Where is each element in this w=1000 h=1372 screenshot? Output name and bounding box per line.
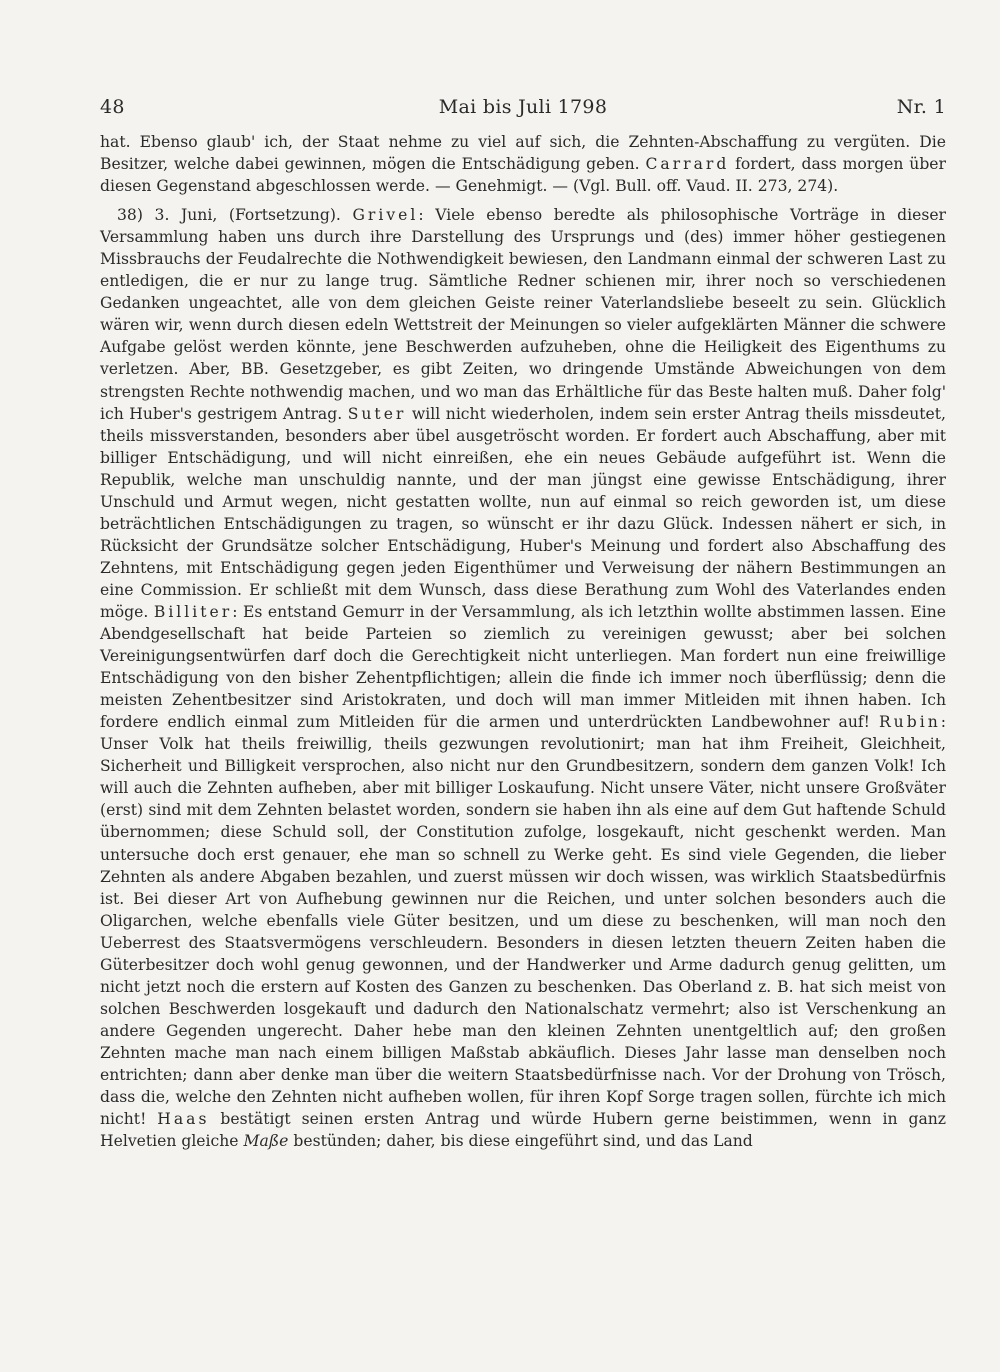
speaker-name: Carrard bbox=[645, 155, 730, 174]
italic-text: Maße bbox=[243, 1132, 289, 1151]
body-text bbox=[100, 131, 946, 1152]
page-number: 48 bbox=[100, 96, 125, 118]
speaker-name: Billiter bbox=[153, 602, 233, 621]
speaker-name: Haas bbox=[157, 1110, 210, 1129]
text-run: hat. Ebenso glaub' ich, der Staat nehme zu viel auf sich, die Zehnten-Abschaffung zu vergüten. Die Besitzer, welche dabei gewinnen, mögen die Entschädigung geben. bbox=[100, 133, 946, 174]
text-run: : Unser Volk hat theils freiwillig, theils gezwungen revolutionirt; man hat ihm Freiheit, Gleichheit, Sicherheit und Billigkeit versprochen, also nicht nur den Grundbesitzern, sondern dem ganzen Volk! Ich will auch die Zehnten aufheben, aber mit billiger Loskaufung. Nicht unsere Väter, nicht unsere Großväter (erst) sind mit dem Zehnten belastet worden, sondern sie haben ihn als eine auf dem Gut haftende Schuld übernommen; diese Schuld soll, der Constitution zufolge, losgekauft, nicht geschenkt werden. Man untersuche doch erst genauer, ehe man so schnell zu Werke geht. Es sind viele Gegenden, die lieber Zehnten als andere Abgaben bezahlen, und zuerst müssen wir doch wissen, was wirklich Staatsbedürfnis ist. Bei dieser Art von Aufhebung gewinnen nur die Reichen, und unter solchen besonders auch die Oligarchen, welche ebenfalls viele Güter besitzen, und um diese zu beschenken, will man noch den Ueberrest des Staatsvermögens verschleudern. Besonders in diesen letzten theuern Zeiten haben die Güterbesitzer doch wohl genug gewonnen, und der Handwerker und Arme dadurch genug gelitten, um nicht jetzt noch die erstern auf Kosten des Ganzen zu beschenken. Das Oberland z. B. hat sich meist von solchen Beschwerden losgekauft und dadurch den Nationalschatz vermehrt; also ist Verschenkung an andere Gegenden ungerecht. Daher hebe man den kleinen Zehnten unentgeltlich auf; den großen Zehnten mache man nach einem billigen Maßstab abkäuflich. Dieses Jahr lasse man denselben noch entrichten; dann aber denke man über die weitern Staatsbedürfnisse nach. Vor der Drohung von Trösch, dass die, welche den Zehnten nicht aufheben wollen, für ihren Kopf Sorge tragen sollen, fürchte ich mich nicht! bbox=[100, 713, 946, 1129]
speaker-name: Suter bbox=[347, 404, 407, 423]
text-run: fordert, dass morgen über diesen Gegenstand abgeschlossen werde. — Genehmigt. — (Vgl. Bull. off. Vaud. II. 273, 274). bbox=[100, 155, 946, 196]
speaker-name: Grivel bbox=[352, 206, 419, 225]
text-run: bestätigt seinen ersten Antrag und würde Hubern gerne beistimmen, wenn in ganz Helvetien gleiche bbox=[100, 1110, 946, 1151]
paragraph bbox=[100, 131, 946, 197]
running-title: Mai bis Juli 1798 bbox=[438, 96, 608, 118]
volume-number: Nr. 1 bbox=[896, 96, 946, 118]
speaker-name: Rubin bbox=[878, 713, 941, 732]
text-run: bestünden; daher, bis diese eingeführt sind, und das Land bbox=[288, 1132, 753, 1151]
text-run: 38) 3. Juni, (Fortsetzung). bbox=[117, 206, 353, 225]
text-run: will nicht wiederholen, indem sein erster Antrag theils missdeutet, theils missverstanden, besonders aber übel ausgetröscht worden. Er fordert auch Abschaffung, aber mit billiger Entschädigung, und will nicht einreißen, ehe ein neues Gebäude aufgeführt ist. Wenn die Republik, welche man unschuldig nannte, und der man jüngst eine gewisse Entschädigung, ihrer Unschuld und Armut wegen, nicht gestatten wollte, nun auf einmal so reich geworden ist, um diese beträchtlichen Entschädigungen zu tragen, so wünscht er ihr dazu Glück. Indessen nähert er sich, in Rücksicht der Grundsätze solcher Entschädigung, Huber's Meinung und fordert also Abschaffung des Zehntens, mit Entschädigung gegen jeden Eigenthümer und Verweisung der nähern Bestimmungen an eine Commission. Er schließt mit dem Wunsch, dass diese Berathung zum Wohl des Vaterlandes enden möge. bbox=[100, 404, 946, 621]
running-header bbox=[100, 96, 946, 120]
text-run: : Viele ebenso beredte als philosophische Vorträge in dieser Versammlung haben uns durch ihre Darstellung des Ursprungs und (des) immer höher gestiegenen Missbrauchs der Feudalrechte die Nothwendigkeit bewiesen, den Landmann einmal der schweren Last zu entledigen, die er nur zu lange trug. Sämtliche Redner schienen mir, ihrer noch so verschiedenen Gedanken ungeachtet, alle von dem gleichen Geiste reiner Vaterlandsliebe beseelt zu sein. Glücklich wären wir, wenn durch diesen edeln Wettstreit der Meinungen so vieler aufgeklärten Männer die schwere Aufgabe gelöst werden könnte, jene Beschwerden aufzuheben, ohne die Heiligkeit des Eigenthums zu verletzen. Aber, BB. Gesetzgeber, es gibt Zeiten, wo dringende Umstände Abweichungen von dem strengsten Rechte nothwendig machen, und wo man das Erhältliche für das Beste halten muß. Daher folg' ich Huber's gestrigem Antrag. bbox=[100, 206, 946, 423]
text-run: : Es entstand Gemurr in der Versammlung, als ich letzthin wollte abstimmen lassen. Eine Abendgesellschaft hat beide Parteien so ziemlich zu vereinigen gewusst; aber bei solchen Vereinigungsentwürfen darf doch die Gerechtigkeit nicht unterliegen. Man fordert nun eine freiwillige Entschädigung von den bisher Zehentpflichtigen; allein die finde ich immer noch überflüssig; denn die meisten Zehentbesitzer sind Aristokraten, und doch will man immer Mitleiden mit ihnen haben. Ich fordere endlich einmal zum Mitleiden für die armen und unterdrückten Landbewohner auf! bbox=[100, 602, 946, 732]
paragraph bbox=[100, 204, 946, 1152]
